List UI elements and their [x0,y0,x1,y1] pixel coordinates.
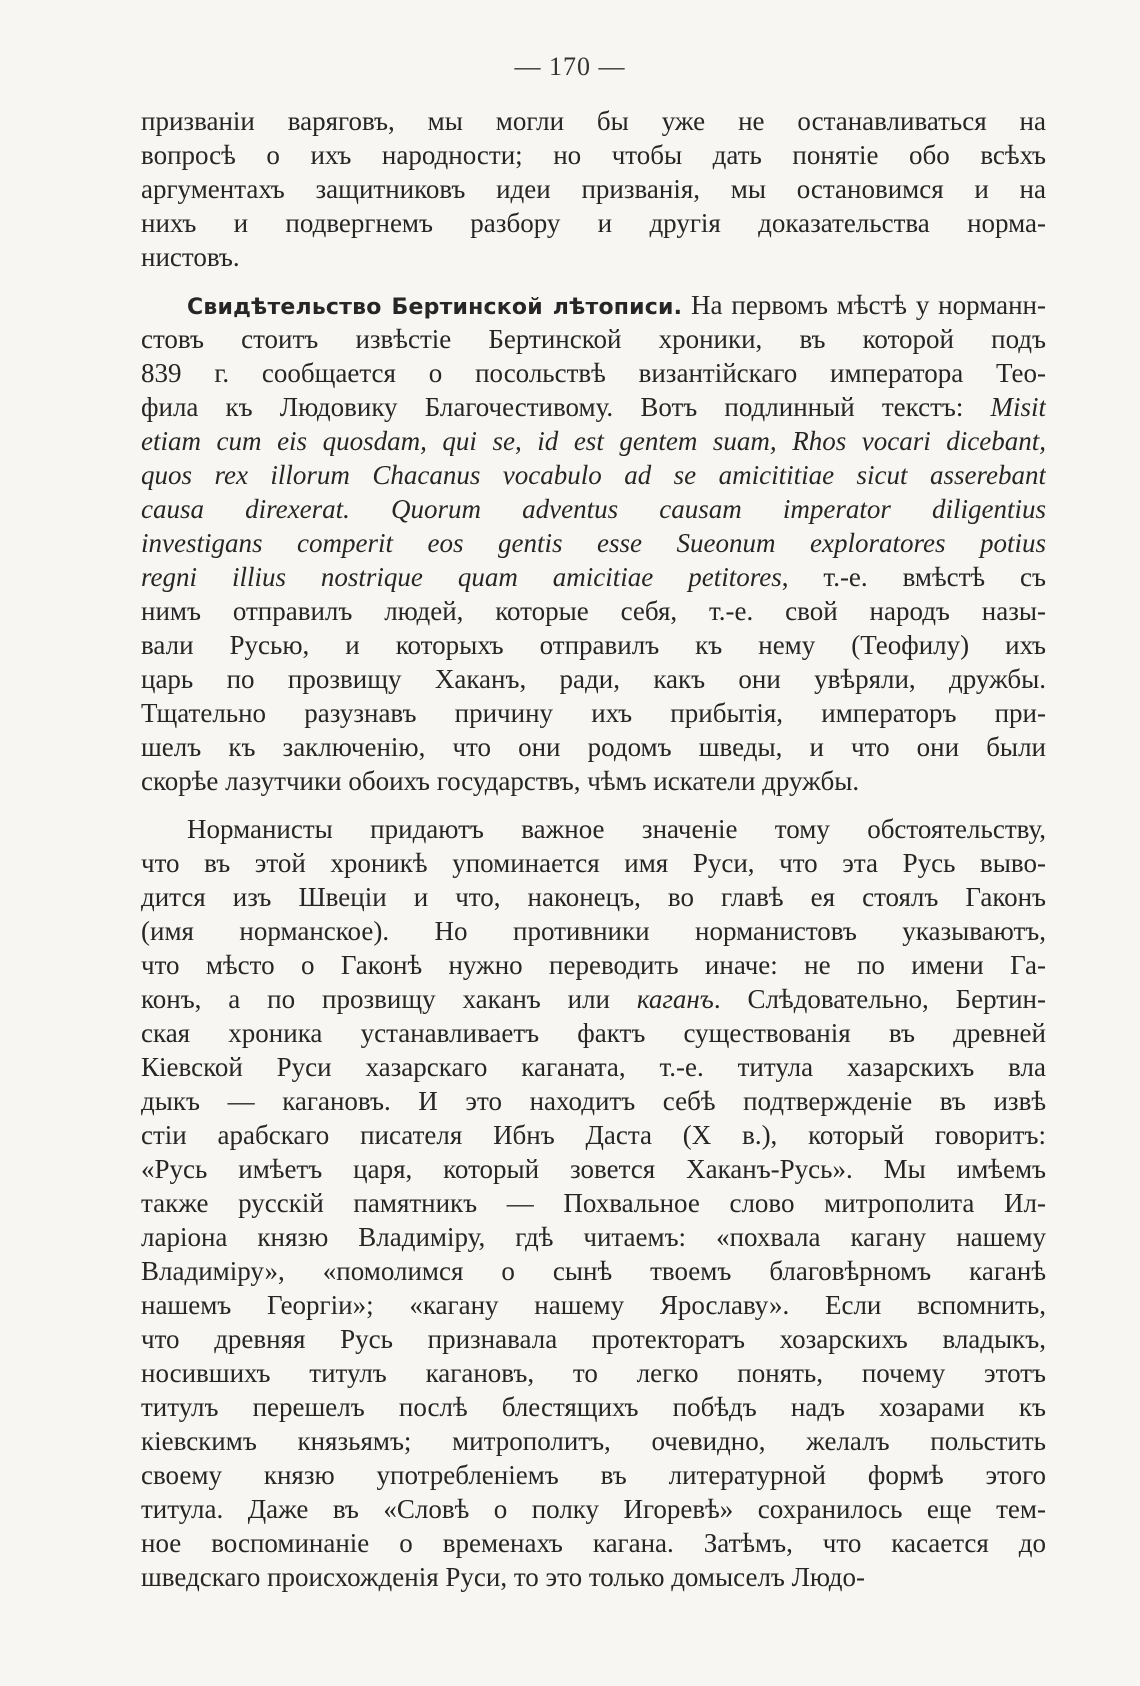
text-line [141,730,1046,764]
text-segment: конъ, а по прозвищу хаканъ или [141,984,637,1014]
text-line [141,526,1046,560]
text-segment: скорѣе лазутчики обоихъ государствъ, чѣмъ искатели дружбы. [141,766,860,796]
italic-text: investigans comperit eos gentis esse Sueonum exploratores potius [141,528,1046,558]
text-segment: своему князю употребленіемъ въ литературной формѣ этого [141,1460,1046,1490]
text-segment: , т.-е. вмѣстѣ съ [781,562,1046,592]
text-segment: что древняя Русь признавала протекторатъ хозарскихъ владыкъ, [141,1324,1046,1354]
text-segment: ное воспоминаніе о временахъ кагана. Затѣмъ, что касается до [141,1528,1046,1558]
text-segment: Владиміру», «помолимся о сынѣ твоемъ благовѣрномъ каганѣ [141,1256,1046,1286]
text-line [141,240,1046,274]
text-line [141,1356,1046,1390]
page-number: — 170 — [514,52,626,81]
paragraph-gap [141,274,1046,288]
text-line [141,1016,1046,1050]
text-line [141,172,1046,206]
text-line [141,492,1046,526]
text-segment: (имя норманское). Но противники норманистовъ указываютъ, [141,916,1046,946]
text-line [141,1050,1046,1084]
text-line [141,1254,1046,1288]
text-segment: нистовъ. [141,242,240,272]
text-line [141,104,1046,138]
italic-text: quos rex illorum Chacanus vocabulo ad se amicititiae sicut asserebant [141,460,1046,490]
text-segment: нихъ и подвергнемъ разбору и другія доказательства норма- [141,208,1046,238]
text-line [141,982,1046,1016]
text-segment: нашемъ Георгіи»; «кагану нашему Ярославу». Если вспомнить, [141,1290,1046,1320]
text-segment: «Русь имѣетъ царя, который зовется Хаканъ-Русь». Мы имѣемъ [141,1154,1046,1184]
text-segment: титула. Даже въ «Словѣ о полку Игоревѣ» сохранилось еще тем- [141,1494,1046,1524]
text-line [141,812,1046,846]
italic-text: regni illius nostrique quam amicitiae petitores [141,562,782,592]
text-line [141,1322,1046,1356]
text-segment: стіи арабскаго писателя Ибнъ Даста (X в.), который говоритъ: [141,1120,1046,1150]
text-line [141,628,1046,662]
text-segment: 839 г. сообщается о посольствѣ византійскаго императора Тео- [141,358,1046,388]
text-segment: нимъ отправилъ людей, которые себя, т.-е. свой народъ назы- [141,596,1046,626]
text-segment: дится изъ Швеціи и что, наконецъ, во главѣ ея стоялъ Гаконъ [141,882,1046,912]
text-segment: Тщательно разузнавъ причину ихъ прибытія, императоръ при- [141,698,1046,728]
paragraph [141,104,1046,274]
text-line [141,696,1046,730]
text-line [141,560,1046,594]
text-line [141,662,1046,696]
paragraph [141,812,1046,1594]
text-segment: шведскаго происхожденія Руси, то это только домыселъ Людо- [141,1562,865,1592]
text-segment: Кіевской Руси хазарскаго каганата, т.-е. титула хазарскихъ вла [141,1052,1046,1082]
text-line [141,1560,1046,1594]
text-segment: стовъ стоитъ извѣстіе Бертинской хроники, въ которой подъ [141,324,1046,354]
text-segment: ская хроника устанавливаетъ фактъ существованія въ древней [141,1018,1046,1048]
text-segment: кіевскимъ князьямъ; митрополитъ, очевидно, желалъ польстить [141,1426,1046,1456]
italic-text: Misit [990,392,1046,422]
text-line [141,914,1046,948]
text-line [141,1424,1046,1458]
paragraph-gap [141,798,1046,812]
paragraph [141,288,1046,798]
text-line [141,288,1046,322]
text-segment: На первомъ мѣстѣ у норманн- [682,290,1046,320]
section-heading: Свидѣтельство Бертинской лѣтописи. [187,295,683,320]
text-segment: аргументахъ защитниковъ идеи призванія, мы остановимся и на [141,174,1046,204]
text-line [141,1118,1046,1152]
text-segment: что мѣсто о Гаконѣ нужно переводить иначе: не по имени Га- [141,950,1046,980]
text-segment: фила къ Людовику Благочестивому. Вотъ подлинный текстъ: [141,392,991,422]
text-line [141,764,1046,798]
text-segment: ларіона князю Владиміру, гдѣ читаемъ: «похвала кагану нашему [141,1222,1046,1252]
document-body [141,104,1046,1594]
text-segment: призваніи варяговъ, мы могли бы уже не останавливаться на [141,106,1046,136]
text-line [141,1220,1046,1254]
text-line [141,1458,1046,1492]
text-segment: шелъ къ заключенію, что они родомъ шведы, и что они были [141,732,1046,762]
text-segment: также русскій памятникъ — Похвальное слово митрополита Ил- [141,1188,1046,1218]
text-line [141,880,1046,914]
text-segment: царь по прозвищу Хаканъ, ради, какъ они увѣряли, дружбы. [141,664,1046,694]
text-line [141,846,1046,880]
text-line [141,206,1046,240]
text-line [141,1288,1046,1322]
text-line [141,594,1046,628]
text-line [141,1526,1046,1560]
italic-text: etiam cum eis quosdam, qui se, id est gentem suam, Rhos vocari dicebant, [141,426,1046,456]
italic-text: causa direxerat. Quorum adventus causam imperator diligentius [141,494,1046,524]
text-line [141,1492,1046,1526]
text-line [141,1390,1046,1424]
text-segment: вопросѣ о ихъ народности; но чтобы дать понятіе обо всѣхъ [141,140,1046,170]
text-line [141,1186,1046,1220]
text-segment: Норманисты придаютъ важное значеніе тому обстоятельству, [187,814,1046,844]
text-segment: . Слѣдовательно, Бертин- [713,984,1046,1014]
text-line [141,356,1046,390]
text-line [141,390,1046,424]
text-segment: что въ этой хроникѣ упоминается имя Руси, что эта Русь выво- [141,848,1046,878]
text-segment: вали Русью, и которыхъ отправилъ къ нему (Теофилу) ихъ [141,630,1046,660]
text-segment: дыкъ — кагановъ. И это находитъ себѣ подтвержденіе въ извѣ [141,1086,1046,1116]
text-line [141,322,1046,356]
italic-text: каганъ [636,984,714,1014]
text-line [141,1152,1046,1186]
text-segment: титулъ перешелъ послѣ блестящихъ побѣдъ надъ хозарами къ [141,1392,1046,1422]
text-line [141,424,1046,458]
text-line [141,458,1046,492]
text-line [141,948,1046,982]
text-line [141,138,1046,172]
text-line [141,1084,1046,1118]
text-segment: носившихъ титулъ кагановъ, то легко понять, почему этотъ [141,1358,1046,1388]
